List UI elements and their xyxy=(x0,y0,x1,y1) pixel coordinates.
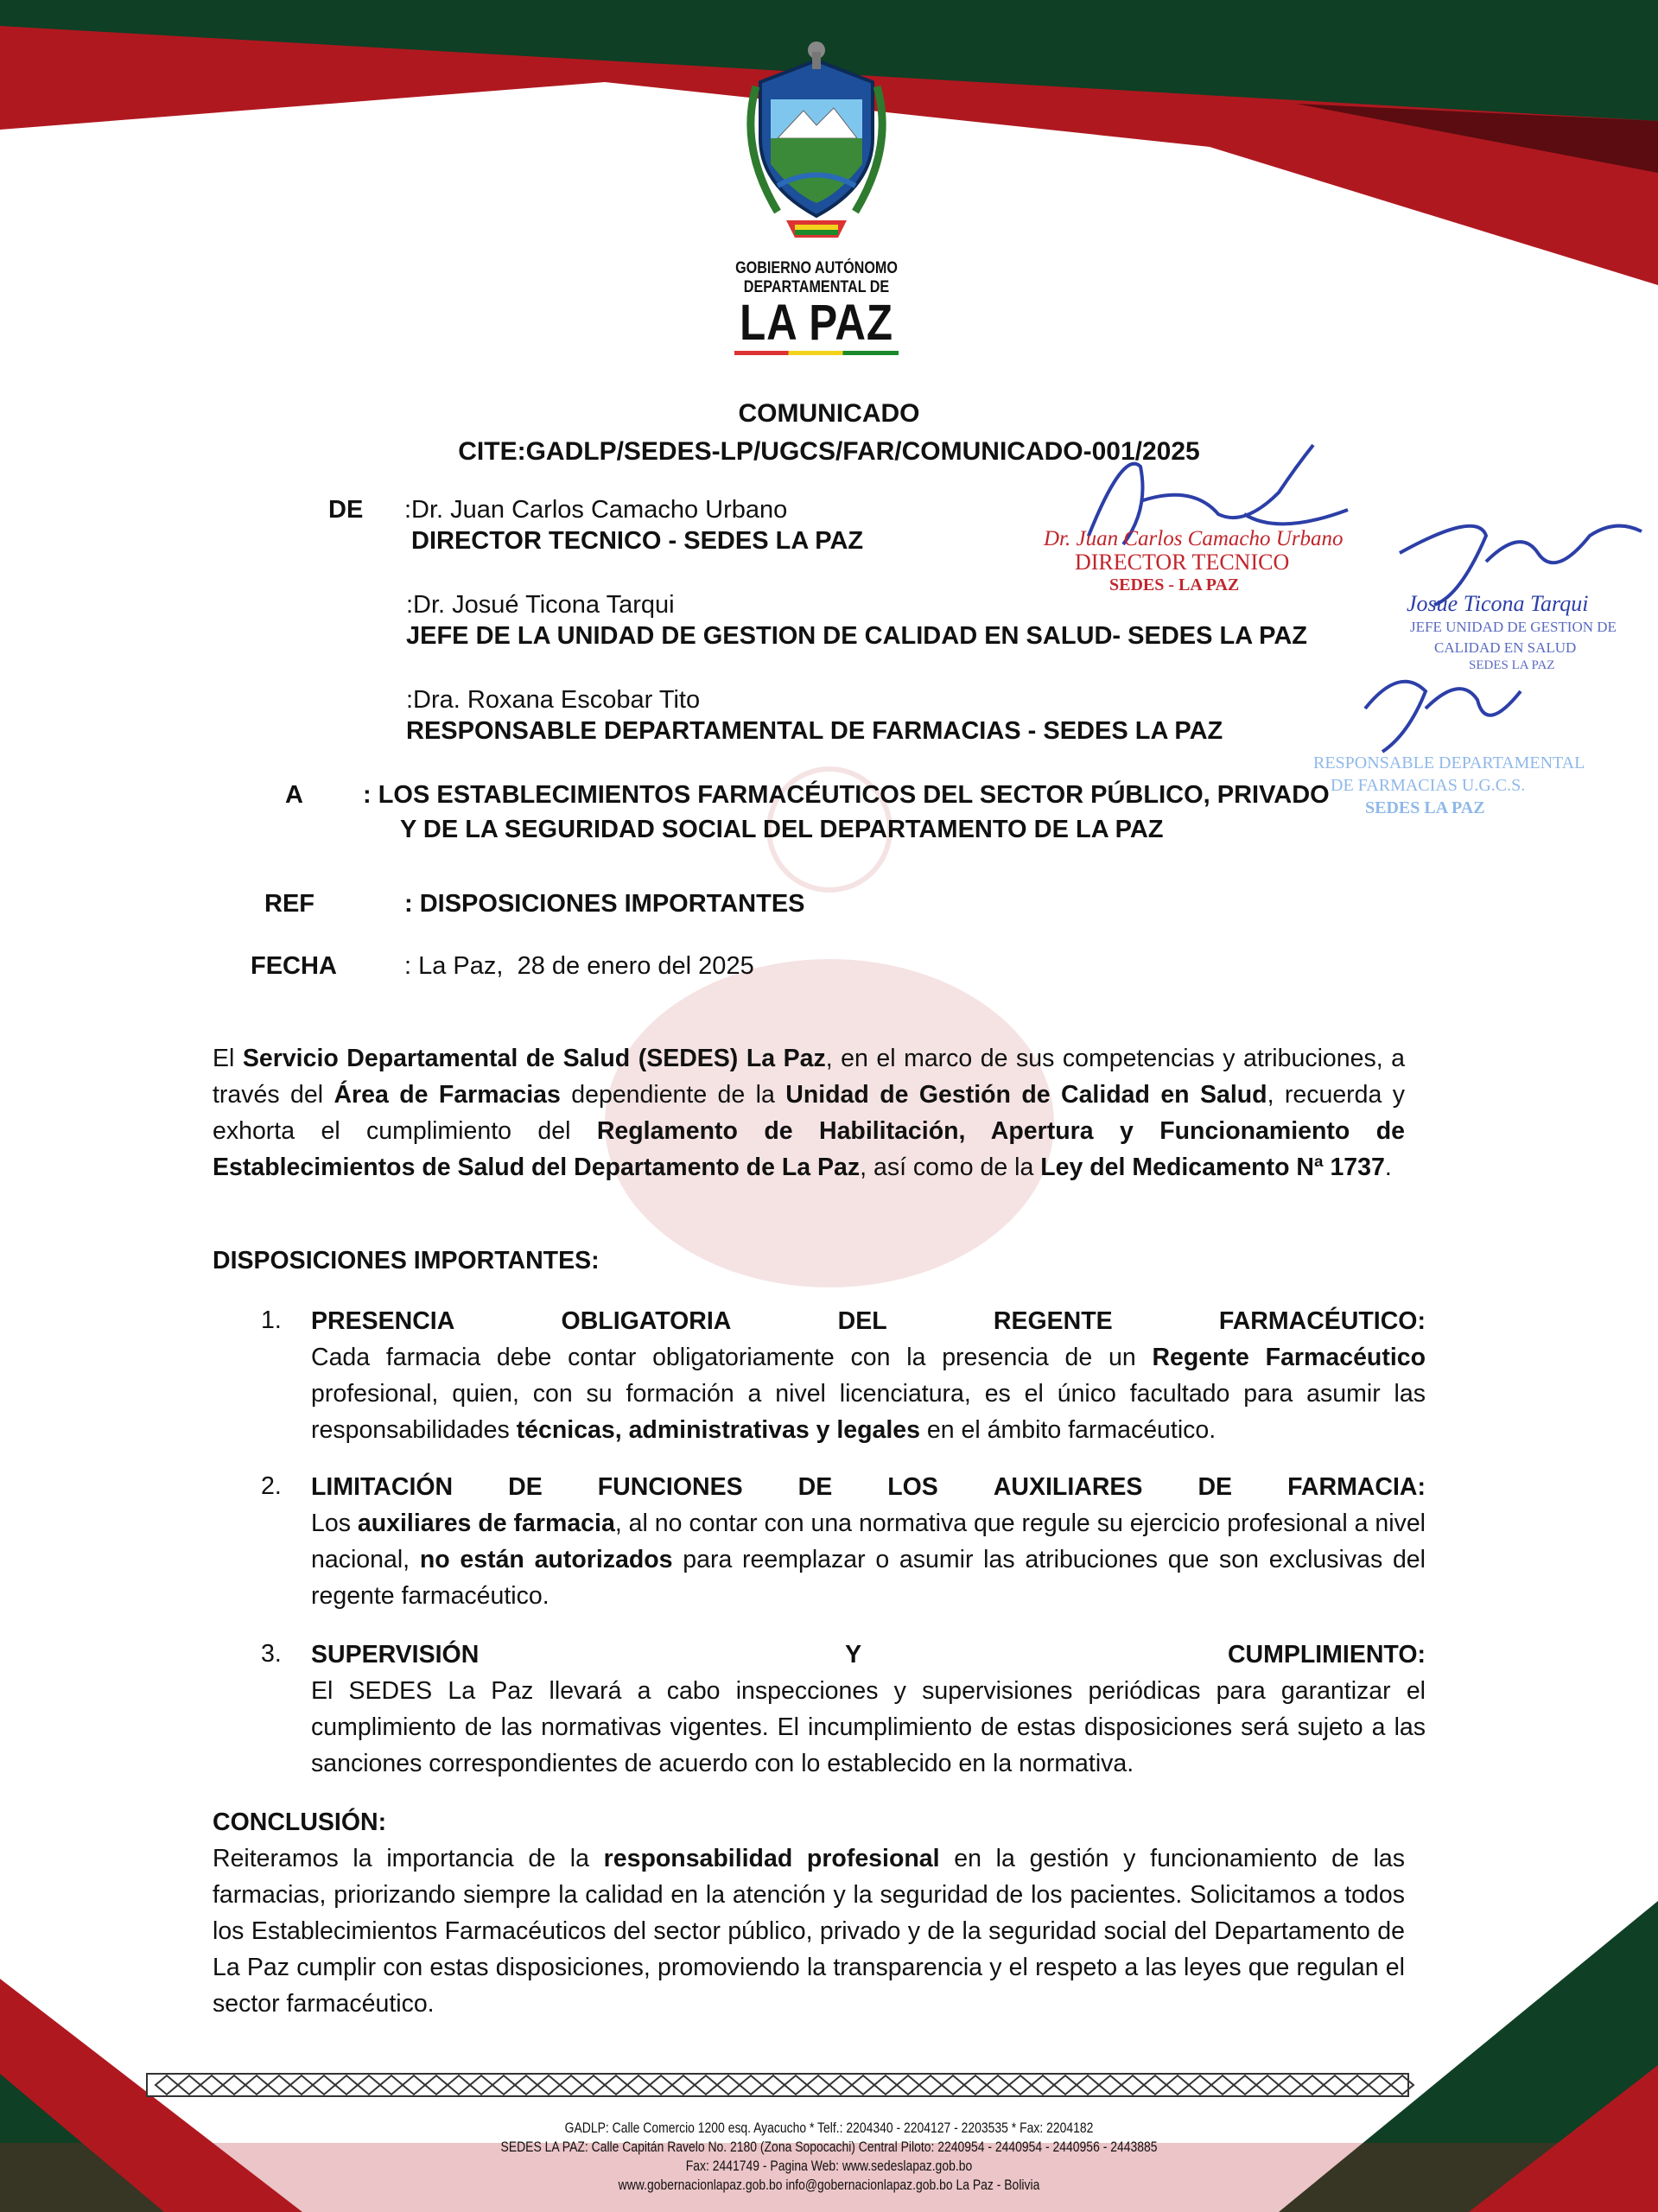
item-title-word: LOS xyxy=(887,1473,938,1501)
conclusion-text: en la gestión y funcionamiento de las farmacias, priorizando siempre la calidad en la atención y la seguridad de los pacientes. Solicitamos a todos los Establecimientos Farmacéuticos del sector público, privado y de la seguridad social del Departamento de La Paz cumplir con estas disposiciones, promoviendo la transparencia y el respeto a las leyes que regulan el sector farmacéutico. xyxy=(213,1845,1406,2018)
item-2-number: 2. xyxy=(261,1472,282,1500)
item-1-body xyxy=(311,1339,1426,1448)
intro-text: dependiente de la xyxy=(560,1081,786,1109)
stamp-pharmacy-line-3: SEDES LA PAZ xyxy=(1365,798,1485,817)
page-title: COMUNICADO xyxy=(738,399,920,428)
intro-bold: Servicio Departamental de Salud (SEDES) La Paz xyxy=(242,1045,826,1072)
item-title-word: DEL xyxy=(837,1307,887,1335)
watermark xyxy=(605,769,1054,1287)
item-title-word: FARMACÉUTICO: xyxy=(1218,1307,1426,1335)
item-title-word: Y xyxy=(845,1641,862,1669)
footer-line-1: GADLP: Calle Comercio 1200 esq. Ayacucho * Telf.: 2204340 - 2204127 - 2203535 * Fax: 2204182 xyxy=(564,2120,1094,2136)
item-2-title xyxy=(311,1469,1426,1505)
conclusion-text: Reiteramos la importancia de la xyxy=(213,1845,604,1872)
item-1 xyxy=(311,1303,1426,1448)
item-title-word: REGENTE xyxy=(993,1307,1113,1335)
intro-text: . xyxy=(1384,1154,1392,1181)
item-title-word: FARMACIA: xyxy=(1287,1473,1426,1501)
footer-line-4: www.gobernacionlapaz.gob.bo info@gobernacionlapaz.gob.bo La Paz - Bolivia xyxy=(618,2177,1040,2193)
item-1-number: 1. xyxy=(261,1306,282,1334)
from-person-1-role: DIRECTOR TECNICO - SEDES LA PAZ xyxy=(411,527,864,555)
item-title-word: LIMITACIÓN xyxy=(311,1473,454,1501)
to-line-1: : LOS ESTABLECIMIENTOS FARMACÉUTICOS DEL SECTOR PÚBLICO, PRIVADO xyxy=(363,781,1330,809)
intro-text: El xyxy=(213,1045,243,1072)
item-title-word: FUNCIONES xyxy=(597,1473,743,1501)
cite-reference: CITE:GADLP/SEDES-LP/UGCS/FAR/COMUNICADO-001/2025 xyxy=(458,437,1200,466)
item-title-word: DE xyxy=(797,1473,833,1501)
item-2 xyxy=(311,1469,1426,1614)
stamp-director-line-1: Dr. Juan Carlos Camacho Urbano xyxy=(1044,527,1344,550)
to-label: A xyxy=(285,781,303,809)
signature-pharmacy xyxy=(1348,657,1555,760)
logo-line-1: GOBIERNO AUTÓNOMO xyxy=(735,259,898,277)
item-title-word: AUXILIARES xyxy=(993,1473,1143,1501)
conclusion-bold: responsabilidad profesional xyxy=(603,1845,940,1872)
from-label: DE xyxy=(328,496,364,524)
from-person-1-name: :Dr. Juan Carlos Camacho Urbano xyxy=(404,496,788,524)
logo-line-3: LA PAZ xyxy=(740,295,893,351)
intro-bold: Área de Farmacias xyxy=(334,1081,561,1109)
item-3-body: El SEDES La Paz llevará a cabo inspecciones y supervisiones periódicas para garantizar el cumplimiento de las normativas vigentes. El incumplimiento de estas disposiciones será sujeto a las sanciones correspondientes de acuerdo con lo establecido en la normativa. xyxy=(311,1677,1426,1777)
item-bold: no están autorizados xyxy=(419,1546,673,1573)
fecha-value: : La Paz, 28 de enero del 2025 xyxy=(404,952,754,980)
item-title-word: SUPERVISIÓN xyxy=(311,1641,480,1669)
item-bold: Regente Farmacéutico xyxy=(1152,1344,1426,1371)
to-line-2: Y DE LA SEGURIDAD SOCIAL DEL DEPARTAMENTO DE LA PAZ xyxy=(400,816,1164,843)
from-person-3-name: :Dra. Roxana Escobar Tito xyxy=(406,686,701,714)
item-title-word: OBLIGATORIA xyxy=(561,1307,732,1335)
stamp-head-line-2: JEFE UNIDAD DE GESTION DE xyxy=(1410,619,1617,635)
conclusion-paragraph xyxy=(213,1840,1405,2022)
item-2-body xyxy=(311,1505,1426,1614)
intro-text: , en el marco de sus competencias y atribuciones, a través del xyxy=(213,1045,1405,1109)
logo-line-2: DEPARTAMENTAL DE xyxy=(743,278,890,296)
stamp-head-line-1: Josue Ticona Tarqui xyxy=(1407,591,1589,616)
fecha-label: FECHA xyxy=(251,952,337,980)
item-bold: técnicas, administrativas y legales xyxy=(516,1416,920,1444)
item-text: , al no contar con una normativa que regule su ejercicio profesional a nivel nacional, xyxy=(311,1510,1426,1573)
item-text: Los xyxy=(311,1510,358,1537)
item-bold: auxiliares de farmacia xyxy=(357,1510,615,1537)
footer-line-3: Fax: 2441749 - Pagina Web: www.sedeslapaz.gob.bo xyxy=(685,2158,973,2174)
item-title-word: DE xyxy=(508,1473,543,1501)
dispositions-heading: DISPOSICIONES IMPORTANTES: xyxy=(213,1247,600,1274)
item-title-word: CUMPLIMIENTO: xyxy=(1227,1641,1426,1669)
intro-paragraph xyxy=(213,1040,1405,1185)
item-3-number: 3. xyxy=(261,1640,282,1668)
item-text: profesional, quien, con su formación a nivel licenciatura, es el único facultado para asumir las responsabilidades xyxy=(311,1380,1426,1444)
item-text: Cada farmacia debe contar obligatoriamente con la presencia de un xyxy=(311,1344,1153,1371)
stamp-director-line-2: DIRECTOR TECNICO xyxy=(1075,550,1290,575)
intro-bold: Reglamento de Habilitación, Apertura y Funcionamiento de Establecimientos de Salud del Departamento de La Paz xyxy=(213,1117,1405,1181)
item-text: para reemplazar o asumir las atribuciones que son exclusivas del regente farmacéutico. xyxy=(311,1546,1426,1610)
logo-color-strip xyxy=(734,351,899,355)
footer-line-2: SEDES LA PAZ: Calle Capitán Ravelo No. 2180 (Zona Sopocachi) Central Piloto: 2240954 - 2440954 - 2440956 - 2443885 xyxy=(500,2139,1158,2155)
intro-bold: Ley del Medicamento Nª 1737 xyxy=(1040,1154,1385,1181)
stamp-head-line-4: SEDES LA PAZ xyxy=(1469,658,1555,672)
stamp-pharmacy-line-1: RESPONSABLE DEPARTAMENTAL xyxy=(1313,753,1585,772)
ref-label: REF xyxy=(264,890,314,918)
item-title-word: PRESENCIA xyxy=(311,1307,455,1335)
item-1-title xyxy=(311,1303,1426,1339)
item-title-word: DE xyxy=(1197,1473,1233,1501)
from-person-2-role: JEFE DE LA UNIDAD DE GESTION DE CALIDAD EN SALUD- SEDES LA PAZ xyxy=(406,622,1307,650)
from-person-3-role: RESPONSABLE DEPARTAMENTAL DE FARMACIAS - SEDES LA PAZ xyxy=(406,717,1223,745)
logo-text xyxy=(708,259,924,355)
item-text: en el ámbito farmacéutico. xyxy=(920,1416,1217,1444)
item-3-title xyxy=(311,1637,1426,1673)
item-3 xyxy=(311,1637,1426,1782)
from-person-2-name: :Dr. Josué Ticona Tarqui xyxy=(406,591,675,619)
intro-text: , así como de la xyxy=(860,1154,1041,1181)
intro-text: , recuerda y exhorta el cumplimiento del xyxy=(213,1081,1406,1145)
stamp-director-line-3: SEDES - LA PAZ xyxy=(1109,575,1240,594)
footer xyxy=(149,2119,1509,2195)
ref-value: : DISPOSICIONES IMPORTANTES xyxy=(404,890,805,918)
conclusion-heading: CONCLUSIÓN: xyxy=(213,1808,387,1836)
intro-bold: Unidad de Gestión de Calidad en Salud xyxy=(785,1081,1267,1109)
coat-of-arms-logo xyxy=(717,35,916,259)
stamp-head-line-3: CALIDAD EN SALUD xyxy=(1434,639,1577,656)
stamp-pharmacy-line-2: DE FARMACIAS U.G.C.S. xyxy=(1331,776,1526,795)
